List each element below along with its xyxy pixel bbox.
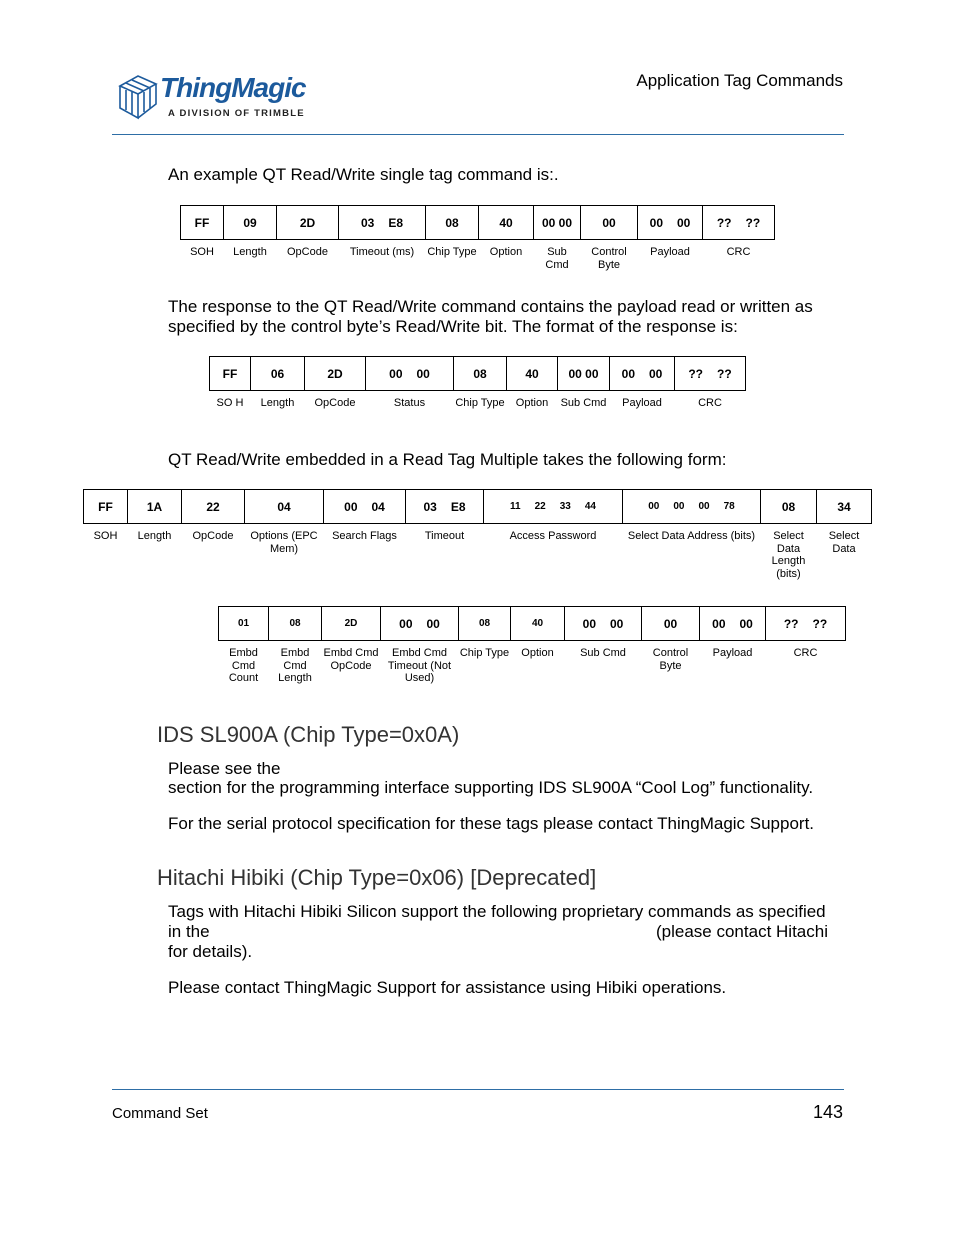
field-byte: 00	[426, 616, 440, 631]
field-value-cell	[766, 607, 846, 641]
ids-paragraph-2: For the serial protocol specification for these tags please contact ThingMagic Support.	[168, 814, 815, 833]
hibiki-paragraph-1-line-3: for details).	[168, 942, 253, 961]
read-tag-multiple-table	[83, 489, 872, 581]
field-value-cell	[128, 490, 182, 524]
field-label: Length	[137, 530, 172, 542]
field-label: Embd Cmd Length	[278, 647, 312, 684]
field-value-cell	[534, 206, 581, 240]
intro-paragraph-2: The response to the QT Read/Write command contains the payload read or written as specified by the control byte’s Read/Write bit. The format of the response is:	[168, 297, 813, 336]
field-label: Payload	[622, 397, 662, 409]
field-value-cell	[511, 607, 565, 641]
field-byte: 08	[473, 366, 487, 381]
field-value-cell	[700, 607, 766, 641]
field-byte: ??	[745, 215, 761, 230]
section-heading-ids: IDS SL900A (Chip Type=0x0A)	[157, 722, 460, 747]
embedded-command-table	[218, 606, 846, 686]
field-label: OpCode	[314, 397, 356, 409]
field-byte: 01	[237, 618, 250, 629]
ids-paragraph-1-line-1: Please see the	[168, 759, 281, 778]
footer-rule	[112, 1089, 844, 1090]
field-value-cell	[703, 206, 775, 240]
field-label: Control Byte	[652, 647, 689, 672]
field-value-cell	[181, 206, 224, 240]
field-byte: 2D	[344, 618, 358, 629]
field-value-cell	[251, 357, 305, 391]
field-byte: 00	[739, 616, 753, 631]
field-value-cell	[623, 490, 761, 524]
field-value-cell	[459, 607, 511, 641]
field-byte: 04	[371, 499, 385, 514]
field-label: Select Data Address (bits)	[627, 530, 756, 542]
command-table	[180, 205, 775, 272]
field-value-cell	[406, 490, 484, 524]
field-byte: 00 00	[568, 366, 599, 381]
field-byte: 00	[344, 499, 358, 514]
field-byte: ??	[717, 366, 732, 381]
field-byte: 00	[648, 501, 660, 512]
field-label: Chip Type	[455, 397, 505, 409]
field-label: Option	[515, 397, 549, 409]
field-label: Control Byte	[591, 246, 627, 271]
field-value-cell	[305, 357, 366, 391]
field-byte: 22	[206, 499, 220, 514]
field-byte: 00	[649, 366, 663, 381]
field-byte: 00	[602, 215, 616, 230]
field-label: SOH	[93, 530, 118, 542]
field-label: SO H	[216, 397, 244, 409]
running-header: Application Tag Commands	[636, 71, 843, 90]
field-byte: E8	[388, 215, 404, 230]
field-byte: 00	[389, 366, 403, 381]
field-byte: 40	[499, 215, 513, 230]
header-rule	[112, 134, 844, 135]
logo-cube-icon	[112, 68, 160, 124]
field-value-cell	[565, 607, 642, 641]
field-label: Select Data	[828, 530, 860, 555]
logo-wordmark: ThingMagic	[160, 72, 306, 103]
field-value-cell	[324, 490, 406, 524]
field-byte: 06	[270, 366, 285, 381]
field-byte: 08	[478, 618, 491, 629]
field-label: Option	[489, 246, 523, 258]
hibiki-paragraph-1-line-2b: (please contact Hitachi	[656, 922, 828, 941]
section-heading-hibiki: Hitachi Hibiki (Chip Type=0x06) [Deprecated]	[157, 865, 597, 890]
field-byte: 00	[663, 616, 678, 631]
field-value-cell	[245, 490, 324, 524]
field-byte: 08	[445, 215, 459, 230]
field-label: OpCode	[287, 246, 328, 258]
field-value-cell	[322, 607, 381, 641]
field-label: Payload	[712, 647, 753, 659]
field-value-cell	[219, 607, 269, 641]
field-label: SOH	[190, 246, 214, 258]
field-byte: 44	[584, 501, 596, 512]
field-byte: 78	[723, 501, 735, 512]
field-value-cell	[277, 206, 339, 240]
field-byte: 40	[525, 366, 539, 381]
field-label: Embd Cmd Count	[228, 647, 259, 684]
field-byte: ??	[812, 616, 828, 631]
field-label: Embd Cmd Timeout (Not Used)	[387, 647, 452, 684]
field-byte: FF	[222, 366, 238, 381]
field-label: CRC	[793, 647, 818, 659]
field-value-cell	[366, 357, 454, 391]
field-byte: 04	[277, 499, 291, 514]
field-byte: 11	[510, 501, 521, 512]
field-label: OpCode	[192, 530, 234, 542]
field-value-cell	[381, 607, 459, 641]
field-value-cell	[479, 206, 534, 240]
field-value-cell	[558, 357, 610, 391]
field-byte: 22	[534, 501, 546, 512]
field-label: Timeout	[424, 530, 465, 542]
field-byte: 03	[423, 499, 437, 514]
field-value-cell	[182, 490, 245, 524]
field-byte: FF	[98, 499, 113, 514]
field-label: Search Flags	[332, 530, 397, 542]
hibiki-paragraph-2: Please contact ThingMagic Support for assistance using Hibiki operations.	[168, 978, 727, 997]
field-label: Option	[521, 647, 554, 659]
field-label: Payload	[650, 246, 690, 258]
field-byte: E8	[450, 499, 466, 514]
field-byte: 00	[621, 366, 635, 381]
field-label: Sub Cmd	[560, 397, 607, 409]
field-byte: 00	[673, 501, 685, 512]
field-byte: 00	[416, 366, 430, 381]
hibiki-paragraph-1-line-2a: in the	[168, 922, 210, 941]
field-label: Chip Type	[427, 246, 477, 258]
field-value-cell	[210, 357, 251, 391]
field-label: Select Data Length (bits)	[771, 530, 806, 580]
field-label: Chip Type	[459, 647, 510, 659]
intro-paragraph-3: QT Read/Write embedded in a Read Tag Multiple takes the following form:	[168, 450, 727, 469]
field-value-cell	[224, 206, 277, 240]
field-value-cell	[642, 607, 700, 641]
field-byte: 09	[243, 215, 257, 230]
field-label: Timeout (ms)	[349, 246, 415, 258]
field-byte: 03	[360, 215, 375, 230]
field-byte: 2D	[299, 215, 316, 230]
field-byte: ??	[716, 215, 732, 230]
field-label: Sub Cmd	[545, 246, 569, 271]
field-byte: 00	[582, 616, 596, 631]
field-byte: FF	[194, 215, 210, 230]
field-value-cell	[84, 490, 128, 524]
field-label: Embd Cmd OpCode	[323, 647, 379, 672]
field-value-cell	[761, 490, 817, 524]
ids-paragraph-1-line-2: section for the programming interface supporting IDS SL900A “Cool Log” functionality.	[168, 778, 814, 797]
field-byte: 08	[289, 618, 301, 629]
field-value-cell	[610, 357, 675, 391]
field-value-cell	[339, 206, 426, 240]
field-label: Access Password	[509, 530, 597, 542]
field-label: CRC	[698, 397, 722, 409]
thingmagic-logo	[112, 68, 312, 124]
page-number: 143	[812, 1102, 843, 1122]
response-table	[209, 356, 746, 411]
field-byte: 1A	[146, 499, 163, 514]
field-value-cell	[269, 607, 322, 641]
footer-chapter: Command Set	[112, 1105, 208, 1122]
field-byte: 00	[649, 215, 663, 230]
field-value-cell	[675, 357, 746, 391]
field-value-cell	[817, 490, 872, 524]
field-value-cell	[454, 357, 507, 391]
field-label: Sub Cmd	[580, 647, 626, 659]
field-label: Status	[393, 397, 426, 409]
field-byte: 00	[677, 215, 691, 230]
field-byte: 00	[399, 616, 413, 631]
field-label: Options (EPC Mem)	[250, 530, 318, 555]
intro-paragraph-1: An example QT Read/Write single tag command is:.	[168, 165, 559, 184]
field-value-cell	[638, 206, 703, 240]
field-byte: 00 00	[541, 215, 573, 230]
field-byte: ??	[783, 616, 799, 631]
field-label: CRC	[726, 246, 751, 258]
field-value-cell	[484, 490, 623, 524]
hibiki-paragraph-1-line-1: Tags with Hitachi Hibiki Silicon support the following proprietary commands as specified	[168, 902, 826, 921]
field-byte: ??	[688, 366, 703, 381]
logo-tagline: A DIVISION OF TRIMBLE	[168, 108, 305, 119]
field-label: Length	[233, 246, 267, 258]
field-byte: 2D	[327, 366, 343, 381]
field-byte: 00	[610, 616, 624, 631]
field-byte: 40	[531, 618, 544, 629]
field-value-cell	[426, 206, 479, 240]
field-byte: 33	[559, 501, 571, 512]
field-byte: 00	[712, 616, 726, 631]
field-label: Length	[260, 397, 295, 409]
field-byte: 34	[837, 499, 851, 514]
field-value-cell	[507, 357, 558, 391]
field-byte: 08	[781, 499, 796, 514]
field-value-cell	[581, 206, 638, 240]
field-byte: 00	[698, 501, 710, 512]
